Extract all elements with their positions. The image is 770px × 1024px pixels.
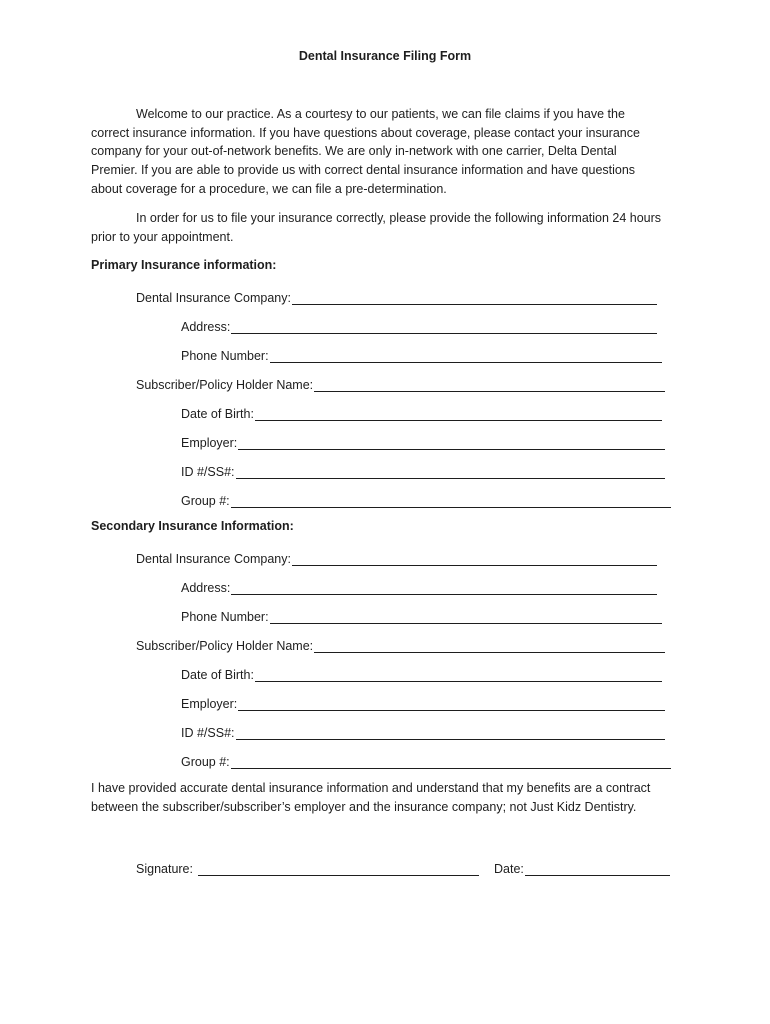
primary-subscriber-field[interactable]	[136, 374, 665, 392]
secondary-group-field[interactable]	[181, 751, 671, 769]
primary-company-field[interactable]	[136, 287, 657, 305]
field-label: Signature:	[136, 862, 193, 876]
field-label: Group #:	[181, 755, 230, 769]
intro-paragraph: Welcome to our practice. As a courtesy to our patients, we can file claims if you have the correct insurance information. If you have questions about coverage, please contact your insurance company for your out-of-network benefits. We are only in-network with one carrier, Delta Dental Premier. If you are able to provide us with correct dental insurance information and have questions about coverage for a procedure, we can file a pre-determination.	[91, 107, 640, 196]
primary-id-field[interactable]	[181, 461, 665, 479]
signature-field[interactable]	[136, 858, 479, 876]
page-title: Dental Insurance Filing Form	[298, 49, 472, 63]
fill-line[interactable]	[236, 465, 666, 479]
fill-line[interactable]	[314, 639, 665, 653]
primary-phone-field[interactable]	[181, 345, 662, 363]
field-label: Address:	[181, 581, 231, 595]
field-label: Group #:	[181, 494, 230, 508]
primary-employer-field[interactable]	[181, 432, 665, 450]
secondary-id-field[interactable]	[181, 722, 665, 740]
field-label: Phone Number:	[181, 349, 269, 363]
fill-line[interactable]	[238, 436, 665, 450]
field-label: Address:	[181, 320, 231, 334]
fill-line[interactable]	[255, 668, 662, 682]
field-label: ID #/SS#:	[181, 465, 235, 479]
field-label: ID #/SS#:	[181, 726, 235, 740]
field-label: Employer:	[181, 436, 238, 450]
field-label: Dental Insurance Company:	[136, 552, 291, 566]
fill-line[interactable]	[314, 378, 665, 392]
instructions-paragraph: In order for us to file your insurance correctly, please provide the following information 24 hours prior to your appointment.	[91, 211, 662, 244]
secondary-subscriber-field[interactable]	[136, 635, 665, 653]
field-label: Dental Insurance Company:	[136, 291, 291, 305]
fill-line[interactable]	[231, 320, 657, 334]
primary-group-field[interactable]	[181, 490, 671, 508]
field-label: Date of Birth:	[181, 407, 254, 421]
fill-line[interactable]	[525, 862, 670, 876]
field-label: Date:	[494, 862, 524, 876]
fill-line[interactable]	[236, 726, 666, 740]
field-label: Phone Number:	[181, 610, 269, 624]
field-label: Date of Birth:	[181, 668, 254, 682]
fill-line[interactable]	[231, 494, 671, 508]
fill-line[interactable]	[198, 862, 479, 876]
secondary-dob-field[interactable]	[181, 664, 662, 682]
fill-line[interactable]	[292, 291, 657, 305]
secondary-address-field[interactable]	[181, 577, 657, 595]
fill-line[interactable]	[238, 697, 665, 711]
fill-line[interactable]	[270, 349, 662, 363]
acknowledgement-paragraph: I have provided accurate dental insurance information and understand that my benefits are a contract between the subscriber/subscriber’s employer and the insurance company; not Just Kidz Dentistry.	[91, 781, 651, 814]
fill-line[interactable]	[255, 407, 662, 421]
primary-address-field[interactable]	[181, 316, 657, 334]
field-label: Employer:	[181, 697, 238, 711]
secondary-phone-field[interactable]	[181, 606, 662, 624]
secondary-company-field[interactable]	[136, 548, 657, 566]
secondary-employer-field[interactable]	[181, 693, 665, 711]
fill-line[interactable]	[270, 610, 662, 624]
primary-heading: Primary Insurance information:	[91, 258, 277, 272]
field-label: Subscriber/Policy Holder Name:	[136, 639, 314, 653]
primary-dob-field[interactable]	[181, 403, 662, 421]
field-label: Subscriber/Policy Holder Name:	[136, 378, 314, 392]
secondary-heading: Secondary Insurance Information:	[91, 519, 294, 533]
fill-line[interactable]	[231, 755, 671, 769]
fill-line[interactable]	[292, 552, 657, 566]
fill-line[interactable]	[231, 581, 657, 595]
date-field[interactable]	[494, 858, 670, 876]
